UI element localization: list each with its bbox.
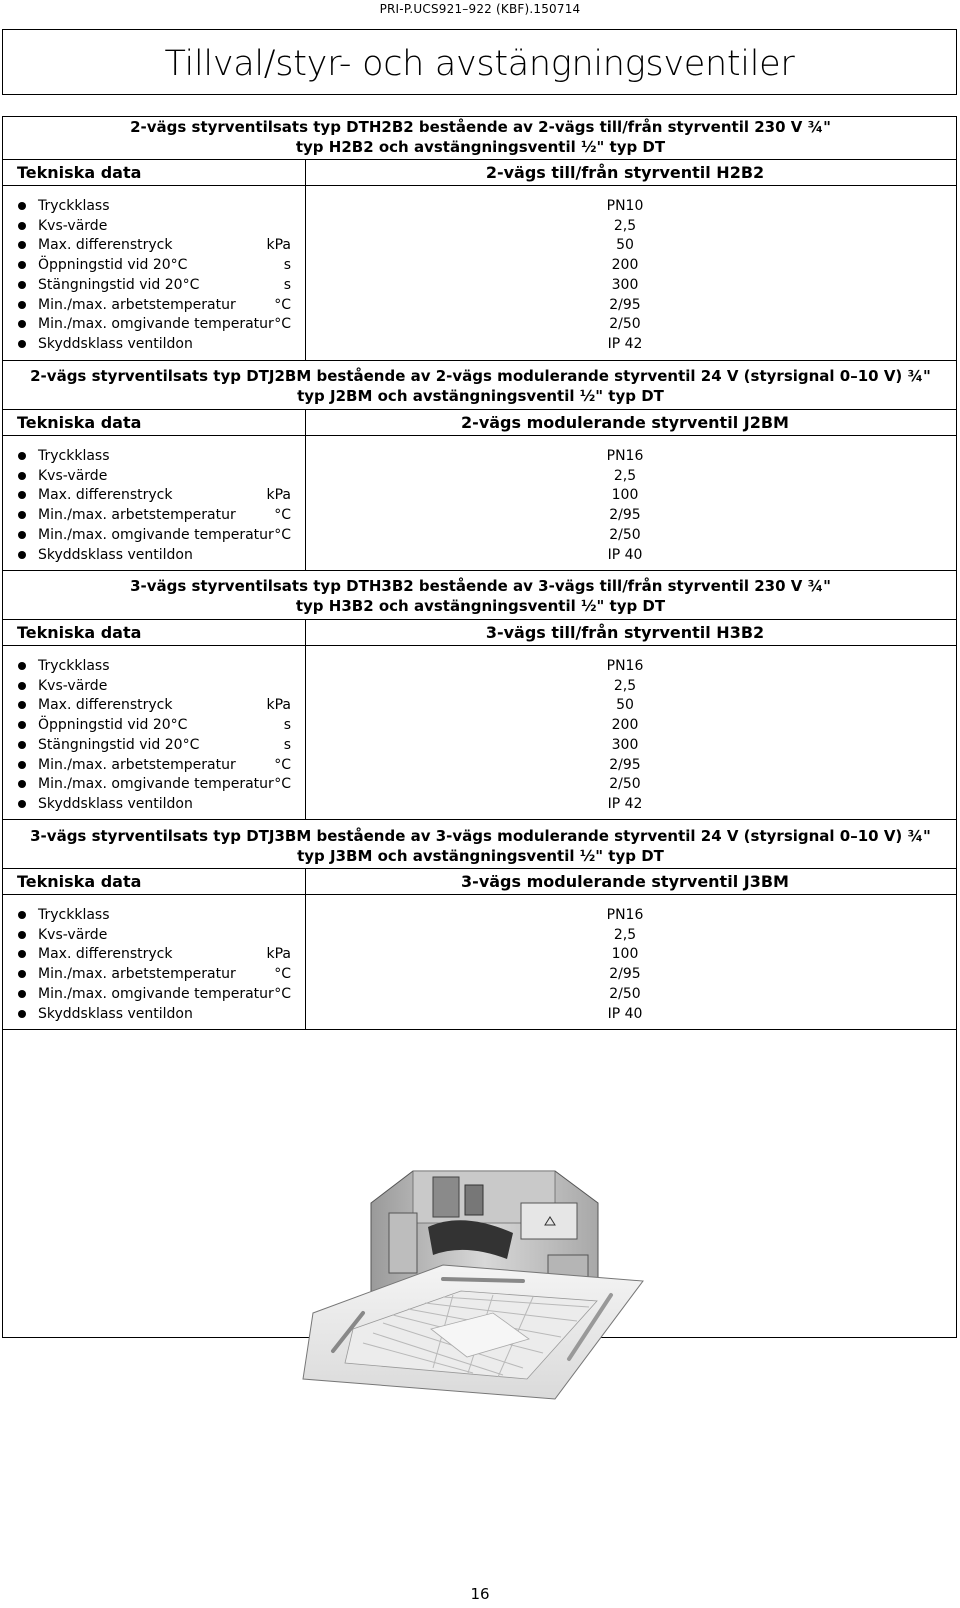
bullet-icon [18,472,26,480]
bullet-icon [18,1010,26,1018]
bullet-icon [18,241,26,249]
bullet-icon [18,662,26,670]
bullet-icon [18,551,26,559]
spec-row [3,794,956,814]
spec-label: Kvs-värde [38,217,108,234]
spec-label: Min./max. omgivande temperatur [38,776,274,793]
spec-row [3,334,956,354]
spec-unit: °C [274,526,291,543]
section-heading-line: typ H2B2 och avstängningsventil ½" typ DT [295,138,666,156]
section-heading-line: 2-vägs styrventilsats typ DTJ2BM bestående av 2-vägs modulerande styrventil 24 V (styrsignal 0–10 V) ¾" [30,367,931,385]
bullet-icon [18,911,26,919]
spec-row [3,944,956,964]
spec-label: Öppningstid vid 20°C [38,257,188,274]
bullet-icon [18,301,26,309]
spec-value: 2/95 [609,756,641,773]
table-bottom-rule [3,819,956,820]
spec-value: 300 [611,276,639,293]
spec-value: 2/50 [609,316,641,333]
spec-row [3,314,956,334]
spec-label: Stängningstid vid 20°C [38,736,200,753]
spec-value: PN16 [606,658,644,674]
spec-value: 2,5 [613,677,637,694]
table-bottom-rule [3,360,956,361]
bullet-icon [18,222,26,230]
spec-row [3,485,956,505]
spec-label: Min./max. omgivande temperatur [38,526,274,543]
spec-row [3,656,956,676]
spec-row [3,466,956,486]
spec-label: Öppningstid vid 20°C [38,717,188,734]
title-box [2,29,957,95]
table-header-rule [3,435,956,436]
bullet-icon [18,780,26,788]
spec-label: Max. differenstryck [38,237,173,254]
bullet-icon [18,531,26,539]
spec-value: 2,5 [613,926,637,943]
spec-label: Tryckklass [38,198,110,214]
spec-value: PN10 [606,198,644,214]
spec-row [3,505,956,525]
spec-value: 2/95 [609,507,641,524]
bullet-icon [18,682,26,690]
valve-header: 2-vägs modulerande styrventil J2BM [461,413,789,432]
spec-value: 2,5 [613,217,637,234]
spec-row [3,545,956,565]
bullet-icon [18,202,26,210]
page-number: 16 [470,1585,490,1603]
document-code: PRI-P.UCS921–922 (KBF).150714 [379,2,581,16]
bullet-icon [18,320,26,328]
bullet-icon [18,261,26,269]
bullet-icon [18,491,26,499]
spec-label: Min./max. arbetstemperatur [38,296,236,313]
spec-row [3,676,956,696]
spec-label: Skyddsklass ventildon [38,795,193,812]
spec-row [3,695,956,715]
table-top-rule [3,619,956,620]
spec-unit: kPa [266,697,291,714]
spec-label: Tryckklass [38,448,110,464]
spec-unit: °C [274,985,291,1002]
spec-unit: °C [274,966,291,983]
spec-unit: kPa [266,487,291,504]
page-title: Tillval/styr- och avstängningsventiler [164,44,795,84]
spec-value: 100 [611,946,639,963]
section-heading-line: typ J2BM och avstängningsventil ½" typ DT [297,387,664,405]
spec-row [3,925,956,945]
section-heading [3,366,958,406]
spec-label: Max. differenstryck [38,697,173,714]
spec-row [3,446,956,466]
spec-row [3,525,956,545]
spec-value: PN16 [606,448,644,464]
bullet-icon [18,511,26,519]
bullet-icon [18,931,26,939]
spec-unit: °C [274,316,291,333]
spec-value: 2/95 [609,296,641,313]
spec-value: PN16 [606,907,644,923]
spec-unit: s [283,736,291,753]
table-bottom-rule [3,570,956,571]
section-heading-line: typ J3BM och avstängningsventil ½" typ DT [297,847,664,865]
spec-row [3,715,956,735]
valve-header: 3-vägs till/från styrventil H3B2 [485,623,765,642]
spec-label: Skyddsklass ventildon [38,1005,193,1022]
spec-unit: s [283,276,291,293]
section-heading-line: 3-vägs styrventilsats typ DTJ3BM bestående av 3-vägs modulerande styrventil 24 V (styrsignal 0–10 V) ¾" [30,827,931,845]
section-heading-line: typ H3B2 och avstängningsventil ½" typ DT [295,597,666,615]
bullet-icon [18,721,26,729]
spec-row [3,275,956,295]
bullet-icon [18,741,26,749]
section-heading-line: 3-vägs styrventilsats typ DTH3B2 bestående av 3-vägs till/från styrventil 230 V ¾" [130,577,831,595]
spec-value: IP 40 [607,546,643,563]
product-photo [293,1163,663,1411]
table-header-rule [3,645,956,646]
bullet-icon [18,340,26,348]
spec-value: IP 42 [607,335,643,352]
spec-label: Min./max. omgivande temperatur [38,985,274,1002]
spec-row [3,216,956,236]
spec-sheet [2,116,957,1338]
spec-label: Kvs-värde [38,467,108,484]
spec-row [3,196,956,216]
spec-label: Max. differenstryck [38,946,173,963]
spec-row [3,964,956,984]
technical-data-header: Tekniska data [17,623,142,642]
spec-unit: s [283,257,291,274]
spec-label: Tryckklass [38,658,110,674]
bullet-icon [18,990,26,998]
spec-label: Skyddsklass ventildon [38,335,193,352]
spec-unit: s [283,717,291,734]
spec-value: 50 [616,237,634,254]
table-bottom-rule [3,1029,956,1030]
bullet-icon [18,761,26,769]
spec-label: Min./max. arbetstemperatur [38,966,236,983]
spec-label: Kvs-värde [38,926,108,943]
spec-unit: kPa [266,237,291,254]
spec-row [3,905,956,925]
spec-value: 2/50 [609,526,641,543]
spec-value: 100 [611,487,639,504]
spec-value: 2,5 [613,467,637,484]
technical-data-header: Tekniska data [17,413,142,432]
spec-unit: °C [274,507,291,524]
table-top-rule [3,868,956,869]
section-heading-line: 2-vägs styrventilsats typ DTH2B2 bestående av 2-vägs till/från styrventil 230 V ¾" [130,118,831,136]
bullet-icon [18,950,26,958]
section-heading [3,576,958,616]
spec-value: IP 40 [607,1005,643,1022]
bullet-icon [18,800,26,808]
bullet-icon [18,970,26,978]
valve-header: 3-vägs modulerande styrventil J3BM [461,872,789,891]
spec-row [3,774,956,794]
spec-row [3,1004,956,1024]
spec-value: 300 [611,736,639,753]
spec-label: Min./max. arbetstemperatur [38,507,236,524]
spec-row [3,984,956,1004]
spec-value: 200 [611,717,639,734]
spec-label: Kvs-värde [38,677,108,694]
spec-unit: °C [274,296,291,313]
spec-label: Stängningstid vid 20°C [38,276,200,293]
bullet-icon [18,701,26,709]
spec-value: IP 42 [607,795,643,812]
spec-row [3,295,956,315]
technical-data-header: Tekniska data [17,872,142,891]
spec-value: 50 [616,697,634,714]
table-top-rule [3,409,956,410]
spec-row [3,235,956,255]
spec-label: Skyddsklass ventildon [38,546,193,563]
spec-row [3,255,956,275]
table-top-rule [3,159,956,160]
spec-label: Min./max. omgivande temperatur [38,316,274,333]
bullet-icon [18,452,26,460]
spec-unit: °C [274,756,291,773]
spec-value: 2/50 [609,985,641,1002]
spec-value: 2/95 [609,966,641,983]
table-header-rule [3,894,956,895]
spec-unit: °C [274,776,291,793]
table-header-rule [3,185,956,186]
technical-data-header: Tekniska data [17,163,142,182]
section-heading [3,117,958,157]
section-heading [3,826,958,866]
spec-value: 200 [611,257,639,274]
valve-header: 2-vägs till/från styrventil H2B2 [485,163,765,182]
bullet-icon [18,281,26,289]
spec-value: 2/50 [609,776,641,793]
spec-label: Min./max. arbetstemperatur [38,756,236,773]
spec-label: Max. differenstryck [38,487,173,504]
spec-row [3,755,956,775]
spec-label: Tryckklass [38,907,110,923]
spec-unit: kPa [266,946,291,963]
spec-row [3,735,956,755]
